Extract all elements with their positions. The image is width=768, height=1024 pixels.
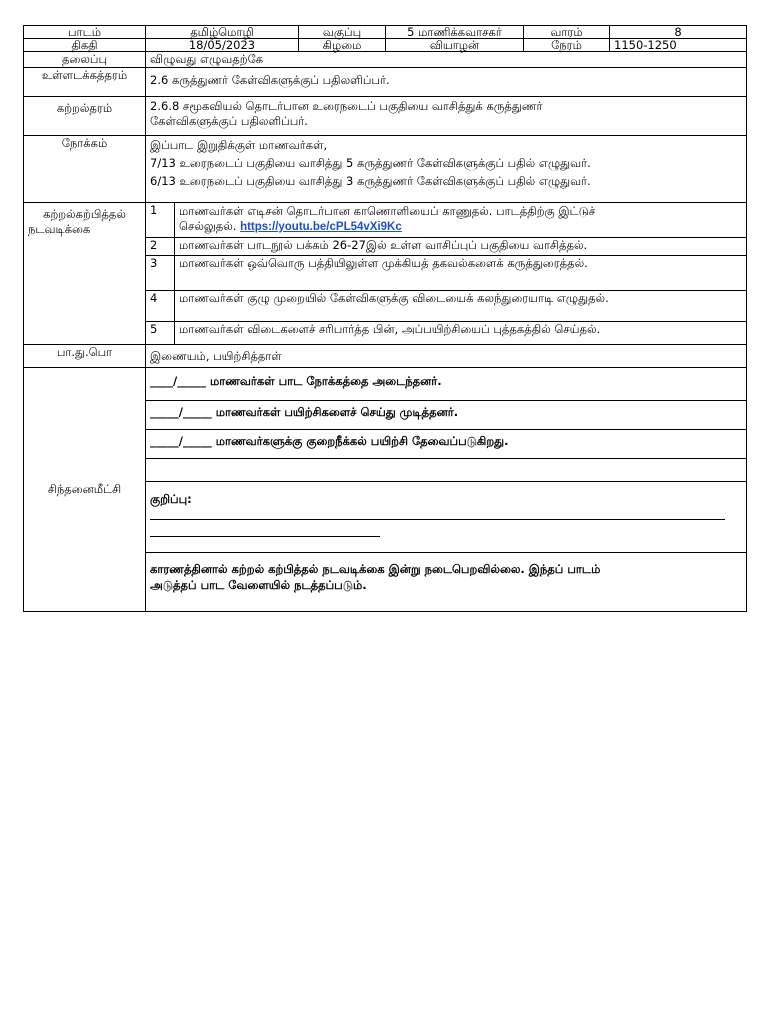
reason-line-2: அடுத்தப் பாட வேளையில் நடத்தப்படும். [150, 578, 367, 592]
note-label: குறிப்பு: [150, 492, 192, 506]
learning-standard-line-2: கேள்விகளுக்குப் பதிலளிப்பர். [150, 114, 308, 128]
reflection-blank [146, 459, 746, 482]
activity-text-1-tail: செல்லுதல். [179, 219, 237, 233]
reflection-note [146, 482, 746, 553]
lesson-plan-page [23, 25, 746, 612]
activity-text-3: மாணவர்கள் ஒவ்வொரு பத்தியிலுள்ள முக்கியத் தகவல்களைக் கருத்துரைத்தல். [175, 256, 747, 291]
activities-label-line-2: நடவடிக்கை [28, 222, 91, 236]
reflection-note-row [146, 482, 746, 553]
activity-text-5: மாணவர்கள் விடைகளைச் சரிபார்த்த பின், அப்பயிற்சியைப் புத்தகத்தில் செய்தல். [179, 322, 601, 336]
activity-num-1: 1 [146, 203, 175, 238]
reflection-line-1: ____/_____ மாணவர்கள் பாட நோக்கத்தை அடைந்தனர். [146, 368, 746, 401]
activity-item-5 [146, 322, 746, 345]
learning-standard-label: கற்றல்தரம் [24, 97, 146, 136]
activity-text-1-line-2 [179, 219, 742, 235]
materials-value: இணையம், பயிற்சித்தாள் [146, 345, 747, 368]
activity-num-5: 5 [146, 322, 175, 345]
content-standard-label: உள்ளடக்கத்தரம் [24, 68, 146, 97]
reflection-reason-row [146, 553, 746, 612]
objective-row [24, 136, 747, 203]
date-value: 18/05/2023 [146, 39, 299, 52]
reflection-line-1-row [146, 368, 746, 401]
learning-standard-row [24, 97, 747, 136]
reflection-blank-row [146, 459, 746, 482]
week-label: வாரம் [524, 26, 610, 39]
time-value: 1150-1250 [610, 39, 747, 52]
topic-row [24, 52, 747, 68]
objective-value [146, 136, 747, 203]
note-line-1 [150, 507, 725, 520]
content-standard-row [24, 68, 747, 97]
activity-num-3: 3 [146, 256, 175, 291]
day-label: கிழமை [299, 39, 386, 52]
class-value: 5 மாணிக்கவாசகர் [386, 26, 524, 39]
lesson-plan-table [23, 25, 747, 612]
learning-standard-value [146, 97, 747, 136]
activities-inner-table [146, 203, 746, 344]
reflection-label: சிந்தனைமீட்சி [24, 368, 146, 612]
objective-label: நோக்கம் [24, 136, 146, 203]
content-standard-value: 2.6 கருத்துணர் கேள்விகளுக்குப் பதிலளிப்பர். [146, 68, 747, 97]
activities-list [146, 203, 747, 345]
reflection-reason [146, 553, 746, 612]
activity-item-2 [146, 238, 746, 256]
activity-item-1 [146, 203, 746, 238]
objective-line-3: 6/13 உரைநடைப் பகுதியை வாசித்து 3 கருத்துணர் கேள்விகளுக்குப் பதில் எழுதுவர். [150, 174, 591, 188]
header-row-1 [24, 26, 747, 39]
objective-line-2: 7/13 உரைநடைப் பகுதியை வாசித்து 5 கருத்துணர் கேள்விகளுக்குப் பதில் எழுதுவர். [150, 156, 591, 170]
activity-text-1 [175, 203, 747, 238]
activity-text-4: மாணவர்கள் குழு முறையில் கேள்விகளுக்கு விடையைக் கலந்துரையாடி எழுதுதல். [175, 291, 747, 322]
topic-value: விழுவது எழுவதற்கே [146, 52, 747, 68]
activity-text-1-line-1: மாணவர்கள் எடிசன் தொடர்பான காணொளியைப் காணுதல். பாடத்திற்கு இட்டுச் [179, 204, 596, 218]
activity-item-4 [146, 291, 746, 322]
activity-item-3 [146, 256, 746, 291]
activity-num-4: 4 [146, 291, 175, 322]
time-label: நேரம் [524, 39, 610, 52]
topic-label: தலைப்பு [24, 52, 146, 68]
learning-standard-line-1: 2.6.8 சமூகவியல் தொடர்பான உரைநடைப் பகுதியை வாசித்துக் கருத்துணர் [150, 99, 543, 113]
materials-label: பா.து.பொ [24, 345, 146, 368]
reflection-line-2-row [146, 401, 746, 430]
video-link[interactable]: https://youtu.be/cPL54vXi9Kc [240, 221, 402, 233]
date-label: திகதி [24, 39, 146, 52]
reason-line-1: காரணத்தினால் கற்றல் கற்பித்தல் நடவடிக்கை இன்று நடைபெறவில்லை. இந்தப் பாடம் [150, 562, 601, 576]
subject-label: பாடம் [24, 26, 146, 39]
materials-row [24, 345, 747, 368]
reflection-line-3-row [146, 430, 746, 459]
activity-text-2: மாணவர்கள் பாடநூல் பக்கம் 26-27இல் உள்ள வாசிப்புப் பகுதியை வாசித்தல். [175, 238, 747, 256]
note-line-2 [150, 520, 380, 537]
class-label: வகுப்பு [299, 26, 386, 39]
reflection-inner-table [146, 368, 746, 611]
reflection-row [24, 368, 747, 612]
reflection-content [146, 368, 747, 612]
week-value: 8 [610, 26, 747, 39]
day-value: வியாழன் [386, 39, 524, 52]
header-row-2 [24, 39, 747, 52]
activities-row [24, 203, 747, 345]
activities-label-line-1: கற்றல்கற்பித்தல் [43, 207, 126, 221]
subject-value: தமிழ்மொழி [146, 26, 299, 39]
reflection-line-2: _____/_____ மாணவர்கள் பயிற்சிகளைச் செய்து முடித்தனர். [146, 401, 746, 430]
activities-label [24, 203, 146, 345]
reflection-line-3: _____/_____ மாணவர்களுக்கு குறைநீக்கல் பயிற்சி தேவைப்படுகிறது. [146, 430, 746, 459]
objective-line-1: இப்பாட இறுதிக்குள் மாணவர்கள், [150, 138, 328, 152]
activity-num-2: 2 [146, 238, 175, 256]
